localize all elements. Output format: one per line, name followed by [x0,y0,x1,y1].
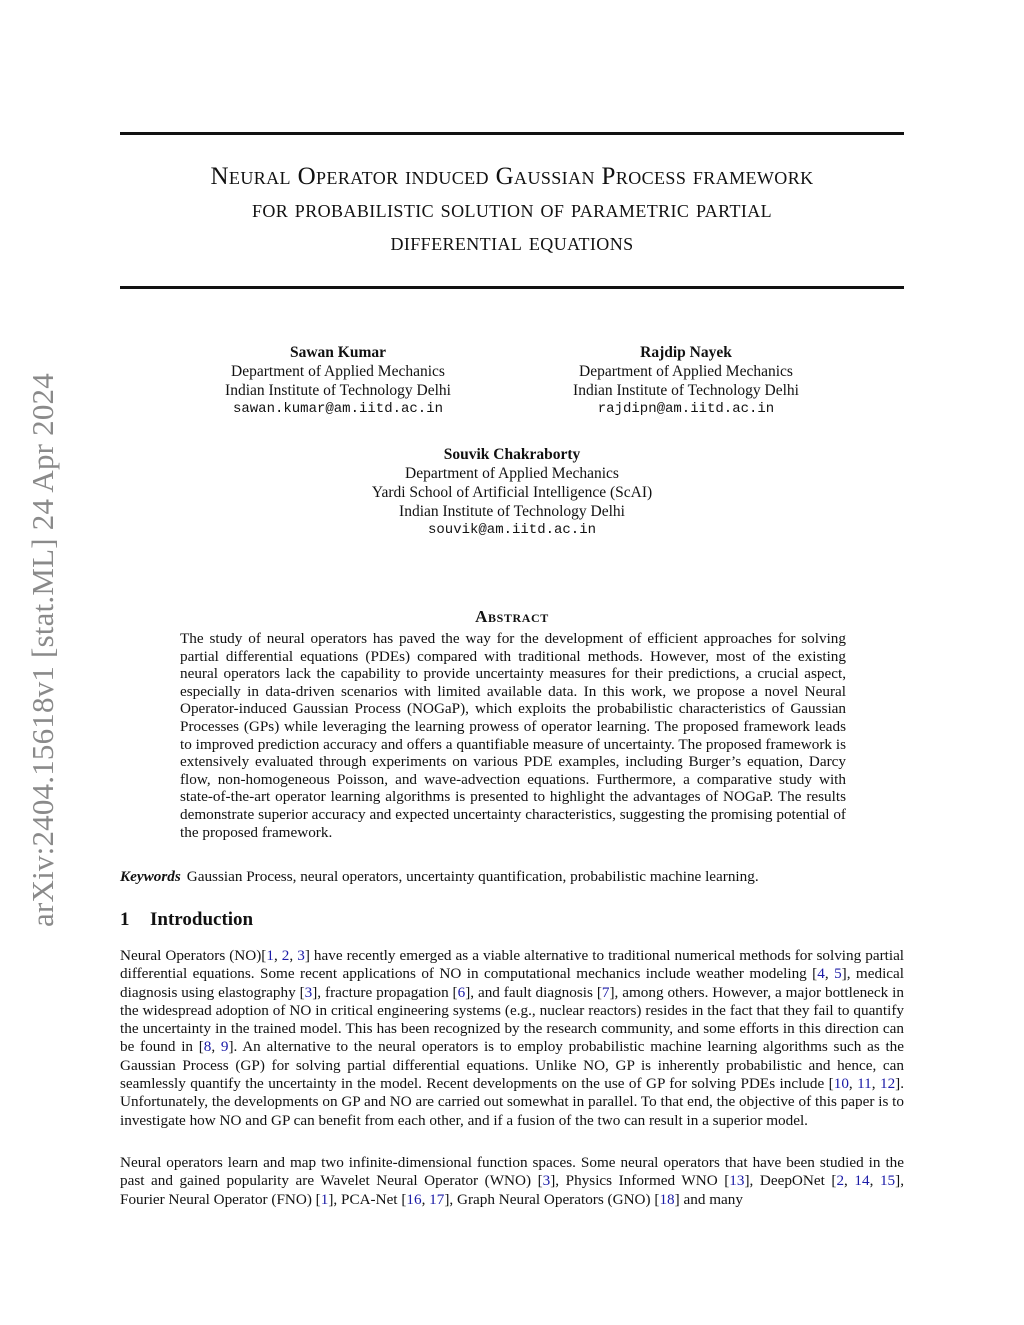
author-email[interactable]: rajdipn@am.iitd.ac.in [597,401,775,417]
keywords-text: Gaussian Process, neural operators, uncertainty quantification, probabilistic machine learning. [186,868,759,885]
citation-link[interactable]: 15 [879,1172,896,1190]
author-affiliation: Department of Applied Mechanics [405,465,619,482]
citation-link[interactable]: 1 [266,947,274,964]
author-affiliation: Indian Institute of Technology Delhi [225,382,451,399]
citation-link[interactable]: 7 [601,983,610,1001]
citation-link[interactable]: 17 [429,1190,445,1208]
abstract-text: The study of neural operators has paved the way for the development of efficient approaches for solving partial differential equations (PDEs) compared with traditional methods. However, most of the existing neural operators lack the capability to provide uncertainty measures for their predictions, a crucial aspect, especially in data-driven scenarios with limited available data. In this work, we propose a novel Neural Operator-induced Gaussian Process (NOGaP), which exploits the probabilistic characteristics of Gaussian Processes (GPs) while leveraging the learning prowess of operator learning. The proposed framework leads to improved prediction accuracy and offers a quantifiable measure of uncertainty. The proposed framework is extensively evaluated through experiments on various PDE examples, including Burger’s equation, Darcy flow, non-homogeneous Poisson, and wave-advection equations. Furthermore, a comparative study with state-of-the-art operator learning algorithms is presented to highlight the advantages of NOGaP. The results demonstrate superior accuracy and expected uncertainty characteristics, suggesting the promising potential of the proposed framework. [180,630,846,841]
citation-link[interactable]: 10 [833,1075,849,1093]
body-paragraph: Neural Operators (NO)[1, 2, 3] have recently emerged as a viable alternative to traditional numerical methods for solving partial differential equations. Some recent applications of NO in computational mechanics include weather modeling [4, 5], medical diagnosis using elastography [3], fracture propagation [6], and fault diagnosis [7], among others. However, a major bottleneck in the widespread adoption of NO in critical engineering systems (e.g., nuclear reactors) resides in the fact that they fail to quantify the uncertainty in the trained model. This has been recognized by the research community, and some efforts in this direction can be found in [8, 9]. An alternative to the neural operators is to employ probabilistic machine learning algorithms such as the Gaussian Process (GP) for solving partial differential equations. Unlike NO, GP is inherently probabilistic and hence, can seamlessly quantify the uncertainty in the model. Recent developments on the use of GP for solving PDEs include [10, 11, 12]. Unfortunately, the developments on GP and NO are carried out somewhat in parallel. To that end, the objective of this paper is to investigate how NO and GP can benefit from each other, and if a fusion of the two can result in a superior model. [120,947,905,1129]
citation-link[interactable]: 12 [879,1075,896,1093]
title-top-rule [120,132,904,135]
author-affiliation: Indian Institute of Technology Delhi [573,382,799,399]
author-block [200,343,476,419]
citation-link[interactable]: 2 [836,1172,845,1190]
author-block [548,343,824,419]
citation-link[interactable]: 3 [304,983,313,1001]
author-affiliation: Indian Institute of Technology Delhi [399,503,625,520]
citation-link[interactable]: 5 [834,965,842,983]
title-line: Neural Operator induced Gaussian Process framework [210,163,814,190]
title-line: for probabilistic solution of parametric partial [251,196,773,223]
title-bottom-rule [120,286,904,289]
citation-link[interactable]: 8 [203,1038,212,1056]
section-number: 1 [120,909,130,930]
citation-link[interactable]: 11 [857,1075,872,1093]
author-affiliation: Yardi School of Artificial Intelligence (ScAI) [371,484,653,501]
author-name: Sawan Kumar [289,344,387,361]
citation-link[interactable]: 9 [220,1038,229,1056]
citation-link[interactable]: 18 [659,1190,675,1208]
section-heading [120,909,253,931]
abstract-heading: Abstract [475,607,549,626]
citation-link[interactable]: 13 [729,1172,745,1190]
citation-link[interactable]: 16 [406,1190,422,1208]
title-line: differential equations [390,229,634,256]
author-affiliation: Department of Applied Mechanics [231,363,445,380]
citation-link[interactable]: 4 [817,965,825,983]
keywords [120,868,904,886]
author-email[interactable]: sawan.kumar@am.iitd.ac.in [232,401,444,417]
arxiv-identifier: arXiv:2404.15618v1 [stat.ML] 24 Apr 2024 [25,373,61,927]
author-block [312,445,712,540]
citation-link[interactable]: 1 [320,1190,329,1208]
citation-link[interactable]: 14 [854,1172,870,1190]
author-name: Souvik Chakraborty [443,446,581,463]
citation-link[interactable]: 3 [542,1172,551,1190]
body-paragraph: Neural operators learn and map two infinite-dimensional function spaces. Some neural operators that have been studied in the past and gained popularity are Wavelet Neural Operator (WNO) [3], Physics Informed WNO [13], DeepONet [2, 14, 15], Fourier Neural Operator (FNO) [1], PCA-Net [16, 17], Graph Neural Operators (GNO) [18] and many [120,1154,904,1208]
author-affiliation: Department of Applied Mechanics [579,363,793,380]
citation-link[interactable]: 6 [457,983,466,1001]
keywords-label: Keywords [120,868,181,885]
paper-title [120,160,904,259]
citation-link[interactable]: 3 [297,947,305,964]
author-email[interactable]: souvik@am.iitd.ac.in [427,522,597,538]
author-name: Rajdip Nayek [640,344,732,361]
citation-link[interactable]: 2 [281,947,290,964]
arxiv-side-stamp [21,345,65,955]
section-title: Introduction [150,909,254,930]
